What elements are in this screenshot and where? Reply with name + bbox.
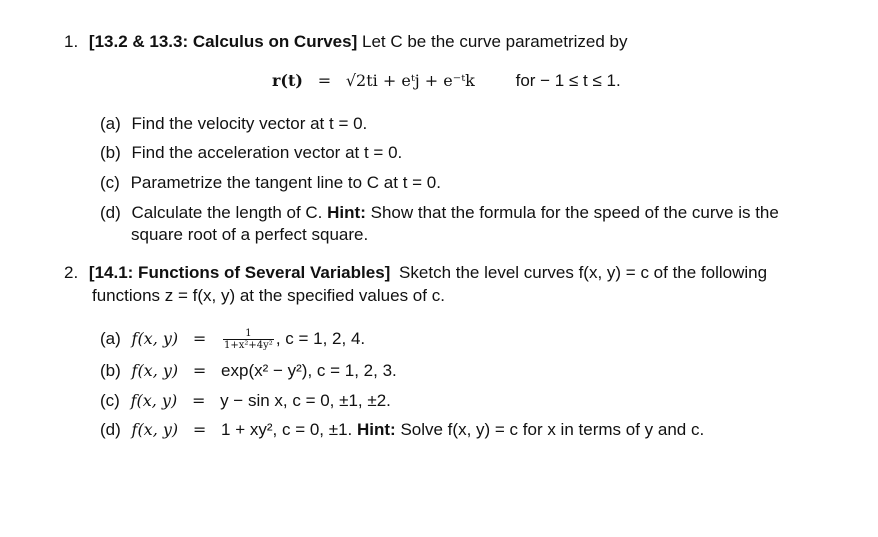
- problem-2-part-c: [100, 390, 391, 412]
- problem-1-part-d-line2: [131, 224, 368, 246]
- problem-2-part-d: [100, 419, 704, 441]
- problem-2-part-b: [100, 360, 397, 382]
- function-equals: =: [192, 420, 207, 439]
- part-text-continued: Show that the formula for the speed of the curve is the: [370, 203, 779, 222]
- part-text: Parametrize the tangent line to C at t = 0.: [130, 173, 441, 192]
- function-equals: =: [192, 361, 207, 380]
- equation-lhs: r(t): [272, 71, 303, 90]
- problem-1-number: 1.: [64, 32, 79, 51]
- problem-1-intro: Let C be the curve parametrized by: [361, 32, 628, 51]
- part-label: (b): [100, 143, 121, 162]
- part-label: (a): [100, 114, 121, 133]
- problem-1-part-c: [100, 172, 441, 194]
- hint-label: Hint:: [327, 203, 366, 222]
- function-lhs: f(x, y): [131, 329, 179, 348]
- fraction-denominator: 1+x²+4y²: [224, 340, 273, 352]
- problem-1-part-b: [100, 142, 402, 164]
- equation-rhs: √2ti + eᵗj + e⁻ᵗk: [345, 71, 475, 90]
- function-rhs: exp(x² − y²), c = 1, 2, 3.: [221, 361, 397, 380]
- part-label: (d): [100, 203, 121, 222]
- hint-text: Solve f(x, y) = c for x in terms of y and c.: [400, 420, 705, 439]
- problem-1-equation: [272, 70, 621, 92]
- problem-1-part-d: [100, 202, 779, 224]
- part-text: Find the velocity vector at t = 0.: [131, 114, 368, 133]
- part-text-line2: square root of a perfect square.: [131, 225, 369, 244]
- problem-2-number: 2.: [64, 263, 79, 282]
- function-lhs: f(x, y): [131, 361, 179, 380]
- problem-2-section: [14.1: Functions of Several Variables]: [88, 263, 391, 282]
- fraction-numerator: 1: [223, 328, 274, 340]
- equation-equals: =: [317, 71, 332, 90]
- function-rest: , c = 1, 2, 4.: [275, 329, 366, 348]
- function-equals: =: [192, 329, 207, 348]
- function-lhs: f(x, y): [130, 391, 178, 410]
- function-lhs: f(x, y): [131, 420, 179, 439]
- part-text: Find the acceleration vector at t = 0.: [131, 143, 403, 162]
- part-label: (b): [100, 361, 121, 380]
- problem-2-part-a: [100, 328, 365, 351]
- problem-1-header: [64, 31, 628, 53]
- function-rhs: 1 + xy², c = 0, ±1.: [221, 420, 353, 439]
- function-rhs: y − sin x, c = 0, ±1, ±2.: [220, 391, 391, 410]
- part-label: (a): [100, 329, 121, 348]
- part-text: Calculate the length of C.: [131, 203, 323, 222]
- part-label: (d): [100, 420, 121, 439]
- hint-label: Hint:: [356, 420, 396, 439]
- fraction: [223, 328, 274, 351]
- problem-2-intro: Sketch the level curves f(x, y) = c of the following: [399, 263, 768, 282]
- part-label: (c): [100, 173, 120, 192]
- problem-1-part-a: [100, 113, 367, 135]
- problem-2-intro-line2: functions z = f(x, y) at the specified values of c.: [92, 286, 445, 305]
- problem-1-section: [13.2 & 13.3: Calculus on Curves]: [88, 32, 358, 51]
- problem-2-header: [64, 262, 767, 284]
- function-equals: =: [191, 391, 206, 410]
- problem-2-header-line2: [92, 285, 445, 307]
- equation-domain: for − 1 ≤ t ≤ 1.: [515, 71, 621, 90]
- part-label: (c): [100, 391, 120, 410]
